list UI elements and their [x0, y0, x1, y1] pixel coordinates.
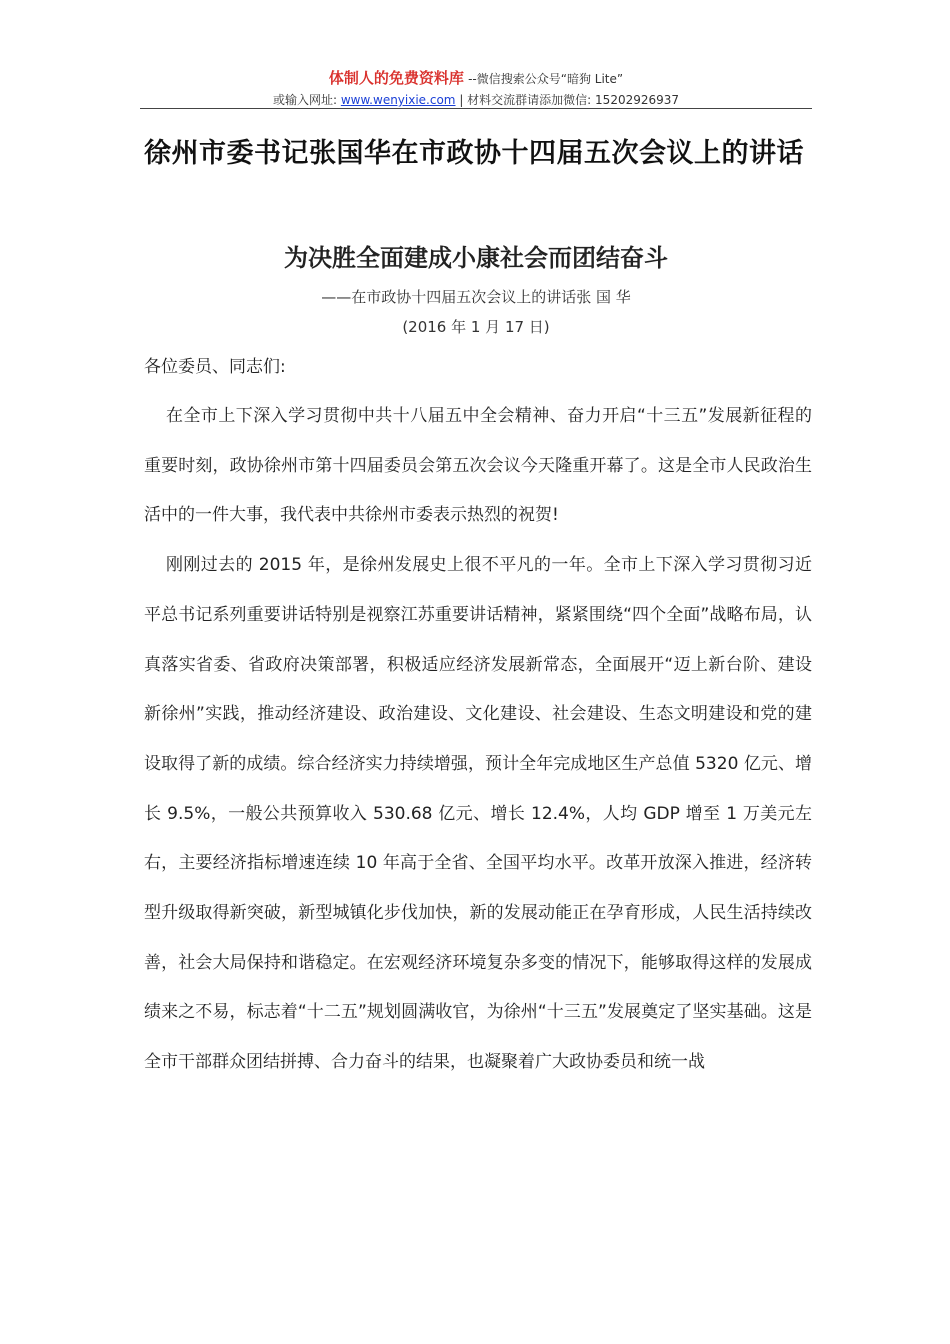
page-header — [140, 68, 812, 110]
header-brand-line — [140, 68, 812, 90]
header-wechat-hint: --微信搜索公众号“暗狗 Lite” — [468, 72, 624, 86]
header-website-link[interactable]: www.wenyixie.com — [340, 93, 456, 107]
header-brand: 体制人的免费资料库 — [328, 69, 464, 87]
header-contact: | 材料交流群请添加微信: 15202926937 — [459, 93, 680, 107]
header-url-prefix: 或输入网址: — [272, 93, 338, 107]
speech-date: (2016 年 1 月 17 日) — [402, 318, 550, 336]
header-contact-line — [140, 90, 812, 110]
body-paragraph-1: 在全市上下深入学习贯彻中共十八届五中全会精神、奋力开启“十三五”发展新征程的重要时刻，政协徐州市第十四届委员会第五次会议今天隆重开幕了。这是全市人民政治生活中的一件大事，我代表中共徐州市委表示热烈的祝贺! — [144, 406, 812, 526]
body-paragraph-2: 刚刚过去的 2015 年，是徐州发展史上很不平凡的一年。全市上下深入学习贯彻习近平总书记系列重要讲话特别是视察江苏重要讲话精神，紧紧围绕“四个全面”战略布局，认真落实省委、省政府决策部署，积极适应经济发展新常态，全面展开“迈上新台阶、建设新徐州”实践，推动经济建设、政治建设、文化建设、社会建设、生态文明建设和党的建设取得了新的成绩。综合经济实力持续增强，预计全年完成地区生产总值 5320 亿元、增长 9.5%，一般公共预算收入 530.68 亿元、增长 12.4%，人均 GDP 增至 1 万美元左右，主要经济指标增速连续 10 年高于全省、全国平均水平。改革开放深入推进，经济转型升级取得新突破，新型城镇化步伐加快，新的发展动能正在孕育形成，人民生活持续改善，社会大局保持和谐稳定。在宏观经济环境复杂多变的情况下，能够取得这样的发展成绩来之不易，标志着“十二五”规划圆满收官，为徐州“十三五”发展奠定了坚实基础。这是全市干部群众团结拼搏、合力奋斗的结果，也凝聚着广大政协委员和统一战 — [144, 555, 812, 1073]
speech-subtitle: ——在市政协十四届五次会议上的讲话张 国 华 — [321, 288, 631, 306]
header-divider — [140, 108, 812, 109]
speech-title: 为决胜全面建成小康社会而团结奋斗 — [284, 244, 668, 272]
document-title: 徐州市委书记张国华在市政协十四届五次会议上的讲话 — [144, 138, 804, 169]
salutation: 各位委员、同志们: — [144, 357, 286, 377]
document-body — [144, 392, 812, 1088]
